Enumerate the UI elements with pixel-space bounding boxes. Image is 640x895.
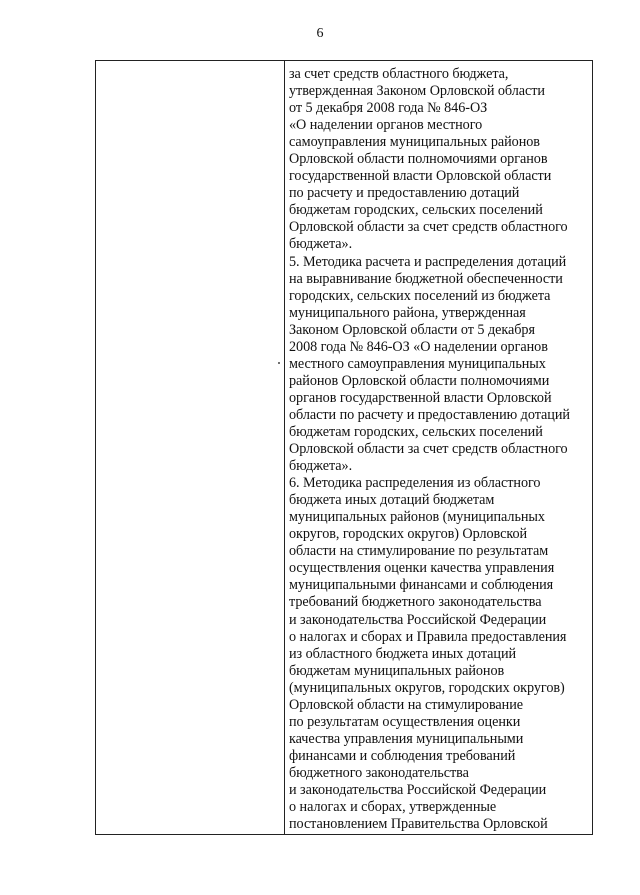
text-line: бюджетам городских, сельских поселений	[289, 423, 543, 440]
text-line: 6. Методика распределения из областного	[289, 475, 541, 492]
text-line: осуществления оценки качества управления	[289, 560, 555, 577]
text-line: Орловской области полномочиями органов	[289, 151, 548, 168]
text-line: о налогах и сборах, утвержденные	[289, 799, 497, 816]
text-line: утвержденная Законом Орловской области	[289, 83, 545, 100]
right-column-cell	[289, 66, 592, 833]
text-line: бюджетного законодательства	[289, 764, 469, 781]
text-line: государственной власти Орловской области	[289, 168, 552, 185]
scan-speck	[278, 362, 280, 364]
text-line: бюджета иных дотаций бюджетам	[289, 492, 495, 509]
text-line: округов, городских округов) Орловской	[289, 526, 528, 543]
text-line: и законодательства Российской Федерации	[289, 781, 547, 798]
text-line: качества управления муниципальными	[289, 730, 524, 747]
text-line: финансами и соблюдения требований	[289, 747, 516, 764]
text-line: постановлением Правительства Орловской	[289, 816, 548, 833]
text-line: и законодательства Российской Федерации	[289, 611, 547, 628]
text-line: по расчету и предоставлению дотаций	[289, 185, 520, 202]
text-line: о налогах и сборах и Правила предоставления	[289, 628, 567, 645]
text-line: по результатам осуществления оценки	[289, 713, 521, 730]
text-line: Орловской области за счет средств областного	[289, 441, 568, 458]
text-line: от 5 декабря 2008 года № 846-ОЗ	[289, 100, 488, 117]
text-line: бюджетам муниципальных районов	[289, 662, 505, 679]
text-line: бюджета».	[289, 236, 353, 253]
text-line: на выравнивание бюджетной обеспеченности	[289, 270, 563, 287]
text-line: за счет средств областного бюджета,	[289, 66, 509, 82]
text-line: Законом Орловской области от 5 декабря	[289, 321, 535, 338]
text-line: 2008 года № 846-ОЗ «О наделении органов	[289, 338, 548, 355]
text-line: самоуправления муниципальных районов	[289, 134, 540, 151]
text-line: муниципальными финансами и соблюдения	[289, 577, 554, 594]
text-line: районов Орловской области полномочиями	[289, 372, 550, 389]
document-table	[95, 60, 593, 835]
text-line: Орловской области на стимулирование	[289, 696, 523, 713]
text-line: муниципальных районов (муниципальных	[289, 509, 545, 526]
text-line: (муниципальных округов, городских округов)	[289, 679, 565, 696]
text-line: Орловской области за счет средств областного	[289, 219, 568, 236]
text-line: бюджета».	[289, 458, 353, 475]
text-line: местного самоуправления муниципальных	[289, 355, 546, 372]
text-line: бюджетам городских, сельских поселений	[289, 202, 543, 219]
text-line: «О наделении органов местного	[289, 117, 483, 134]
text-line: 5. Методика расчета и распределения дотаций	[289, 253, 567, 270]
text-line: муниципального района, утвержденная	[289, 304, 526, 321]
text-line: органов государственной власти Орловской	[289, 389, 552, 406]
text-line: требований бюджетного законодательства	[289, 594, 542, 611]
column-divider	[284, 61, 285, 834]
text-line: области по расчету и предоставлению дотаций	[289, 406, 570, 423]
page-number: 6	[316, 26, 324, 41]
text-line: из областного бюджета иных дотаций	[289, 645, 517, 662]
text-line: области на стимулирование по результатам	[289, 543, 549, 560]
text-line: городских, сельских поселений из бюджета	[289, 287, 551, 304]
